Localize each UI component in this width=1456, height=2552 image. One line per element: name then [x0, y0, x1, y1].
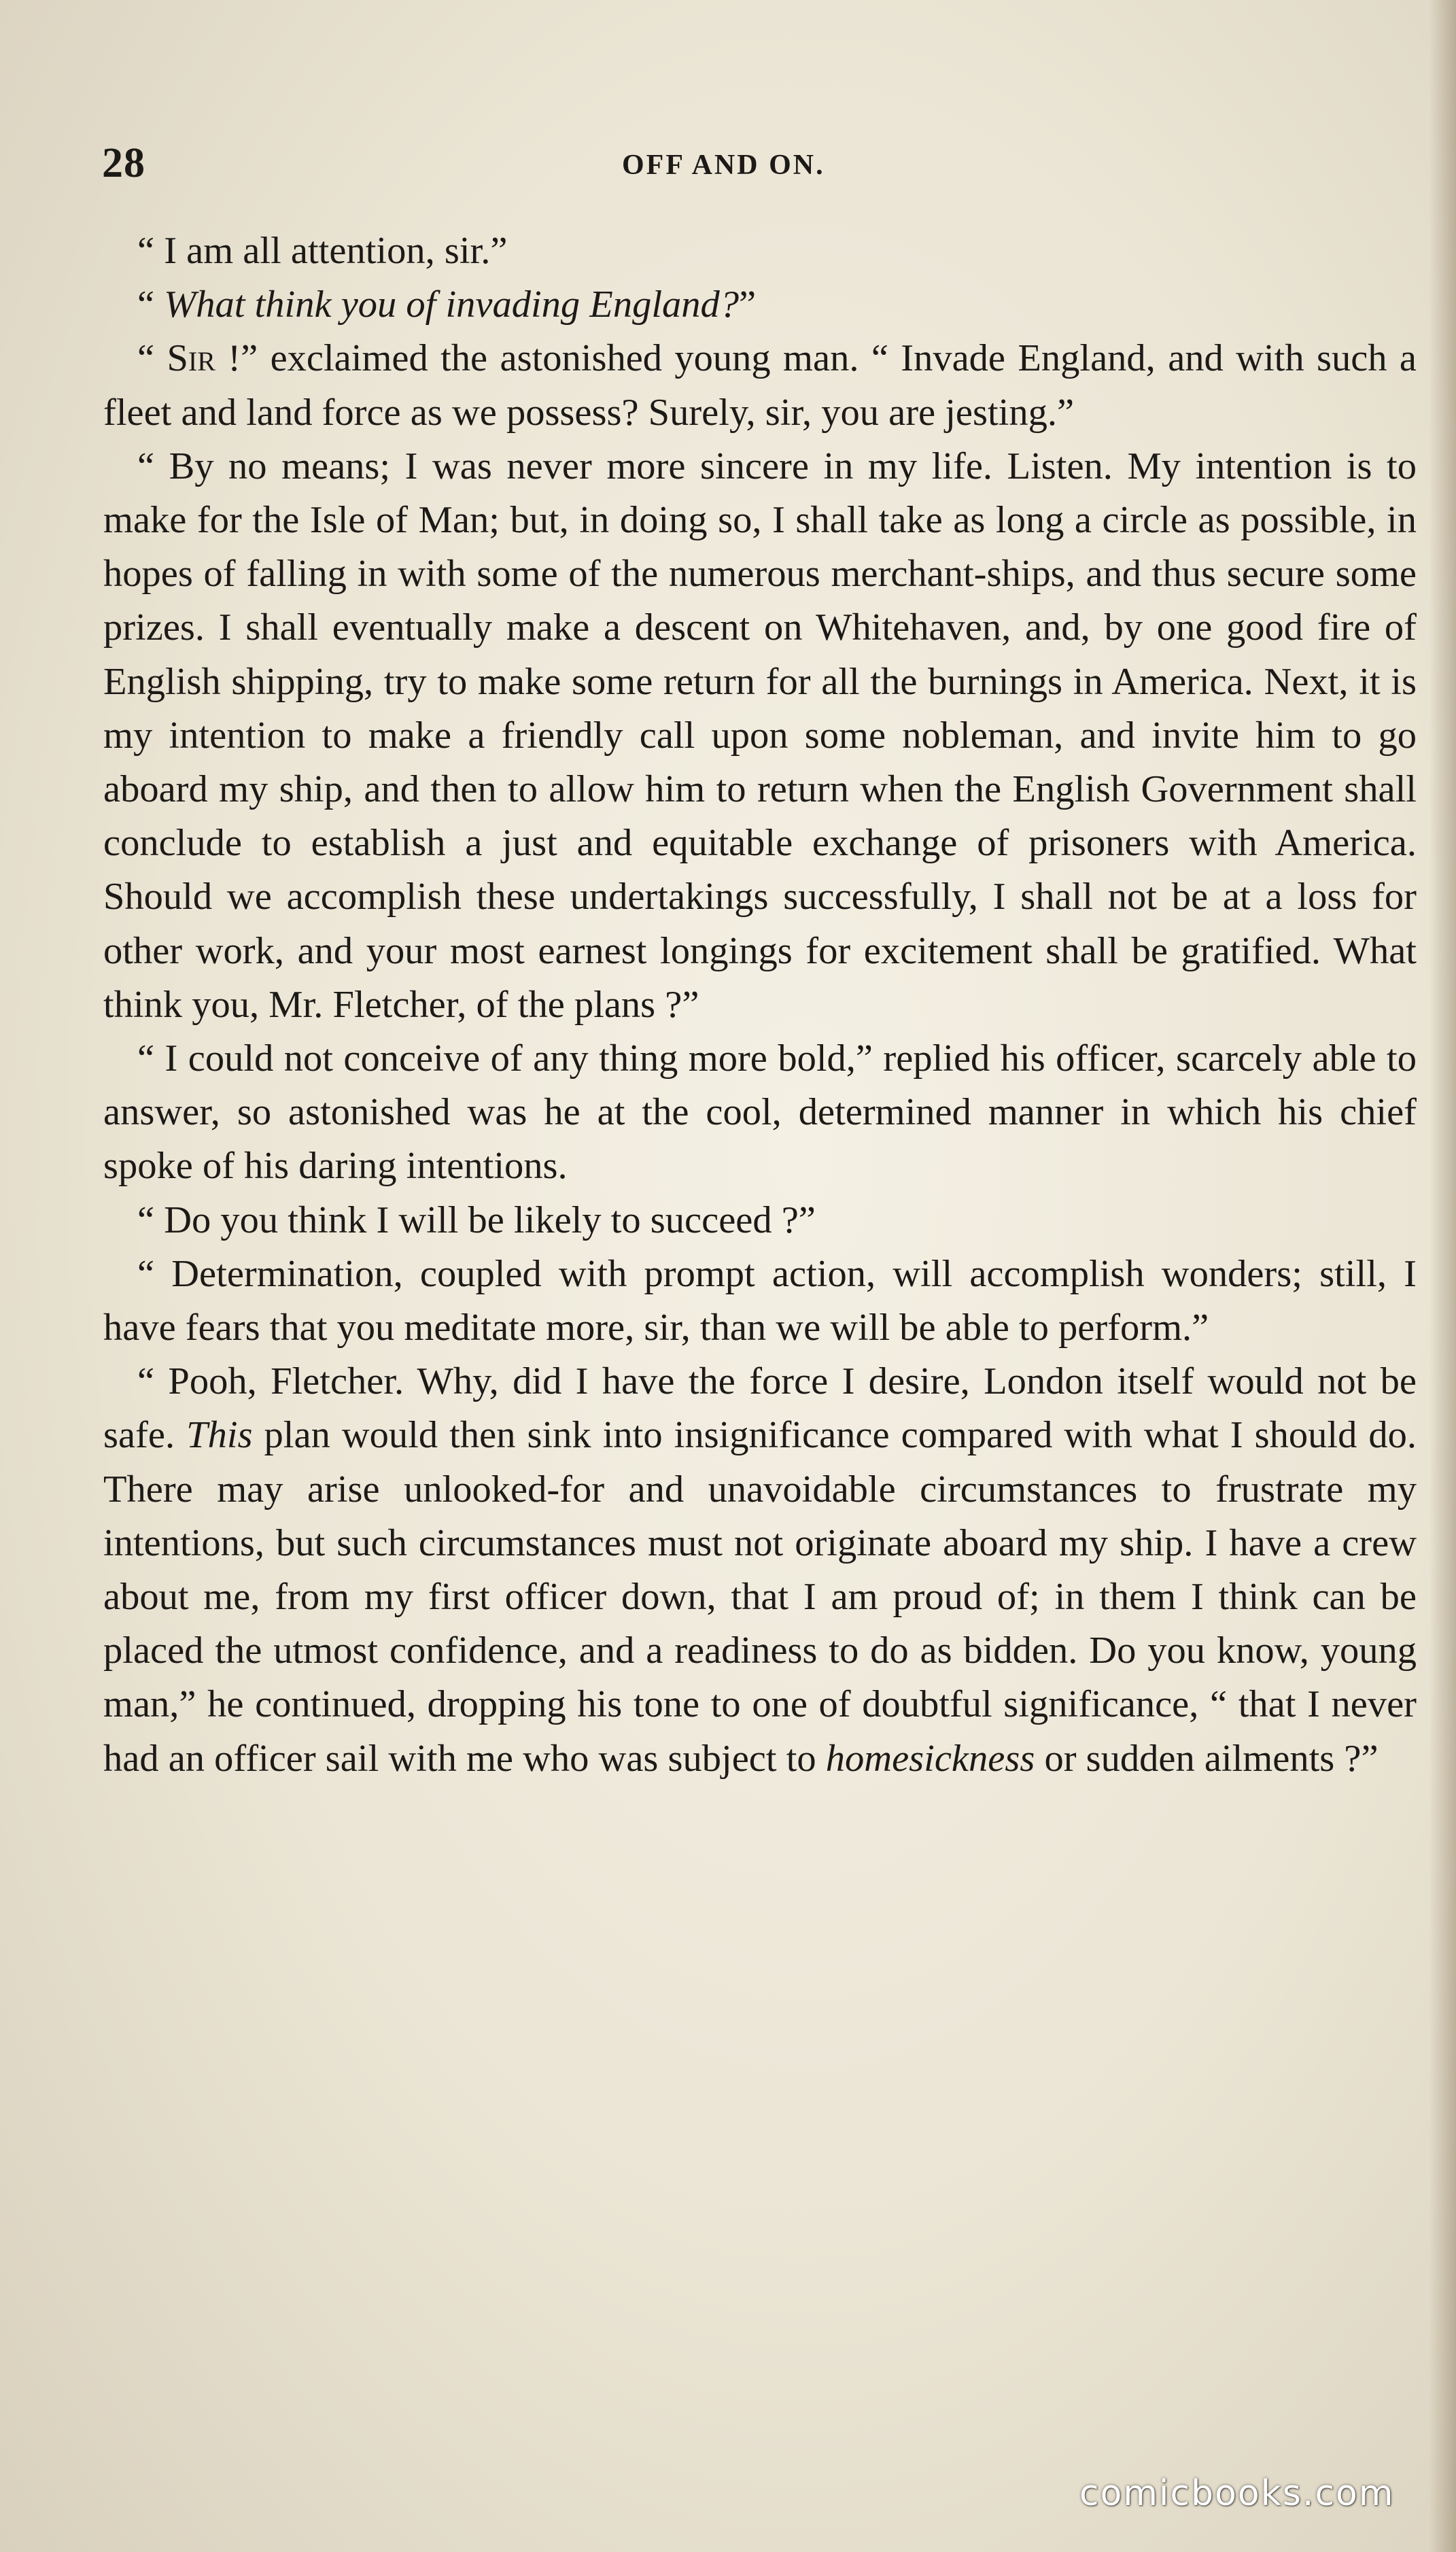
paragraph	[103, 278, 1417, 332]
text-run: “ Determination, coupled with prompt action, will accomplish wonders; still, I have fears that you meditate more, sir, than we will be able to perform.”	[103, 1252, 1417, 1349]
text-run: or sudden ailments ?”	[1035, 1737, 1379, 1780]
text-run: “	[137, 337, 167, 380]
site-watermark: comicbooks.com	[1079, 2473, 1395, 2514]
paragraph	[103, 1247, 1417, 1355]
italic-text: What think you of invading England?	[164, 283, 740, 326]
text-run: “ Do you think I will be likely to succeed ?”	[137, 1199, 816, 1241]
text-run: ”	[739, 283, 757, 326]
running-head: OFF AND ON.	[622, 150, 825, 181]
paragraph	[103, 332, 1417, 439]
body-text	[103, 224, 1417, 1786]
small-caps-text: Sir	[167, 337, 215, 380]
italic-text: homesickness	[825, 1737, 1035, 1780]
text-run: “ I am all attention, sir.”	[137, 230, 508, 272]
text-run: “ By no means; I was never more sincere in my life. Listen. My intention is to make for the Isle of Man; but, in doing so, I shall take as long a circle as possible, in hopes of falling in with some of the numerous merchant-ships, and thus secure some prizes. I shall eventually make a descent on Whitehaven, and, by one good fire of English shipping, try to make some return for all the burnings in America. Next, it is my intention to make a friendly call upon some nobleman, and invite him to go aboard my ship, and then to allow him to return when the English Government shall conclude to establish a just and equitable exchange of prisoners with America. Should we accomplish these undertakings successfully, I shall not be at a loss for other work, and your most earnest longings for excitement shall be gratified. What think you, Mr. Fletcher, of the plans ?”	[103, 445, 1417, 1026]
italic-text: This	[186, 1414, 253, 1457]
text-run: “ Pooh, Fletcher. Why, did I have the force I desire, London itself would not be safe.	[103, 1360, 1417, 1457]
text-run: plan would then sink into insignificance compared with what I should do. There may arise unlooked-for and unavoidable circumstances to frustrate my intentions, but such circumstances must not originate aboard my ship. I have a crew about me, from my first officer down, that I am proud of; in them I think can be placed the utmost confidence, and a readiness to do as bidden. Do you know, young man,” he continued, dropping his tone to one of doubtful significance, “ that I never had an officer sail with me who was subject to	[103, 1414, 1417, 1780]
paragraph	[103, 440, 1417, 1032]
text-run: !” exclaimed the astonished young man. “ Invade England, and with such a fleet and land force as we possess? Surely, sir, you are jesting.”	[103, 337, 1417, 434]
page-spine-shadow	[1429, 0, 1456, 2552]
page-header	[102, 139, 1421, 194]
text-run: “	[137, 283, 164, 326]
page-number: 28	[102, 140, 145, 186]
paragraph	[103, 1032, 1417, 1194]
paragraph	[103, 1194, 1417, 1247]
paragraph	[103, 1355, 1417, 1786]
text-run: “ I could not conceive of any thing more bold,” replied his officer, scarcely able to answer, so astonished was he at the cool, determined manner in which his chief spoke of his daring intentions.	[103, 1037, 1417, 1188]
paragraph	[103, 224, 1417, 278]
